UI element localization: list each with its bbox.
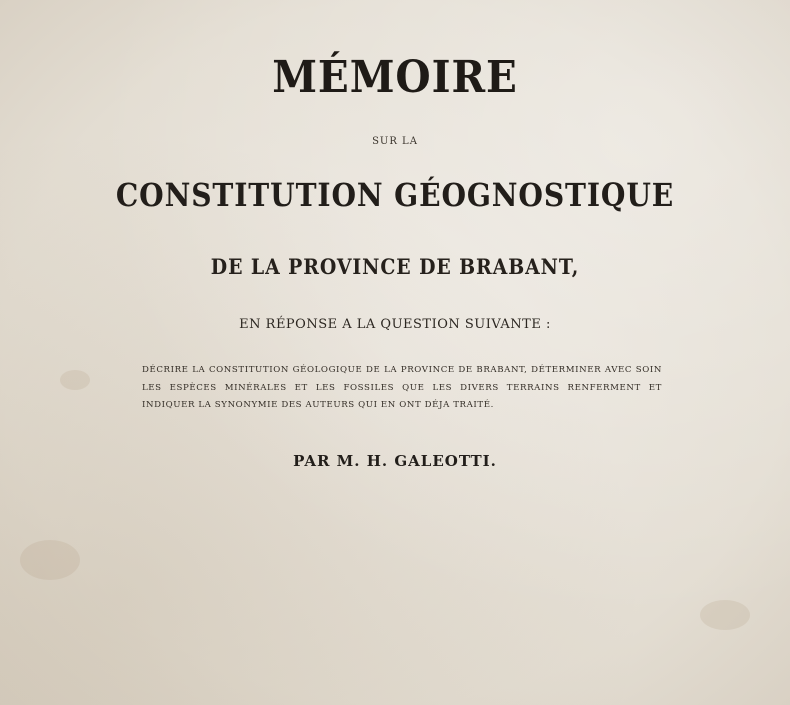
- author-line: PAR M. H. GALEOTTI.: [293, 452, 497, 470]
- subject-heading: CONSTITUTION GÉOGNOSTIQUE: [115, 176, 675, 214]
- paper-stain: [700, 600, 750, 630]
- paper-stain: [20, 540, 80, 580]
- paper-stain: [60, 370, 90, 390]
- reponse-line: EN RÉPONSE A LA QUESTION SUIVANTE :: [239, 317, 551, 332]
- connector-text: SUR LA: [372, 136, 418, 147]
- question-text: DÉCRIRE LA CONSTITUTION GÉOLOGIQUE DE LA PROVINCE DE BRABANT, DÉTERMINER AVEC SOIN LES ESPÈCES MINÉRALES ET LES FOSSILES QUE LES DIVERS TERRAINS RENFERMENT ET INDIQUER LA SYNONYMIE DES AUTEURS QUI EN ONT DÉJA TRAITÉ.: [142, 365, 662, 410]
- province-heading: DE LA PROVINCE DE BRABANT,: [210, 254, 580, 279]
- page-title: MÉMOIRE: [272, 52, 518, 103]
